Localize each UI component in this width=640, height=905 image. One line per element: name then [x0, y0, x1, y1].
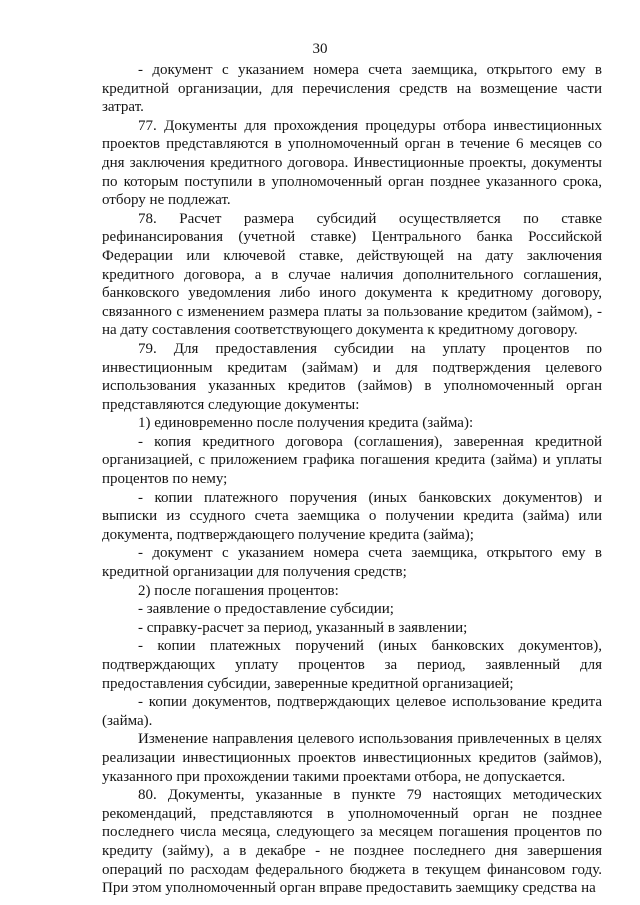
list-item: 1) единовременно после получения кредита (займа):: [138, 415, 474, 432]
list-item: - справку-расчет за период, указанный в заявлении;: [138, 619, 468, 636]
list-item: - копия кредитного договора (соглашения), заверенная кредитной организацией, с приложением графика погашения кредита (займа) и уплаты процентов по нему;: [102, 433, 602, 488]
list-item: - копии документов, подтверждающих целевое использование кредита (займа).: [102, 694, 602, 729]
document-body: [102, 61, 602, 898]
list-item: - заявление о предоставление субсидии;: [138, 601, 394, 618]
list-item: - копии платежного поручения (иных банковских документов) и выписки из ссудного счета заемщика о получении кредита (займа) или документа, подтверждающего получение кредита (займа);: [102, 489, 602, 543]
paragraph-79: 79. Для предоставления субсидии на уплату процентов по инвестиционным кредитам (займам) и для подтверждения целевого использования указанных кредитов (займов) в уполномоченный орган представляются следующие документы:: [102, 340, 602, 413]
list-item: - копии платежных поручений (иных банковских документов), подтверждающих уплату процентов за период, заявленный для предоставления субсидии, заверенные кредитной организацией;: [102, 638, 602, 692]
paragraph-80: 80. Документы, указанные в пункте 79 настоящих методических рекомендаций, представляются в уполномоченный орган не позднее последнего числа месяца, следующего за месяцем погашения процентов по кредиту (займу), а в декабре - не позднее последнего дня завершения операций по расходам федерального бюджета в текущем финансовом году. При этом уполномоченный орган вправе предоставить заемщику средства на: [102, 787, 602, 897]
list-item: 2) после погашения процентов:: [138, 582, 339, 599]
paragraph-account-document: - документ с указанием номера счета заемщика, открытого ему в кредитной организации, для перечисления средств на возмещение части затрат.: [102, 62, 602, 116]
paragraph-77: 77. Документы для прохождения процедуры отбора инвестиционных проектов представляются в уполномоченный орган в течение 6 месяцев со дня заключения кредитного договора. Инвестиционные проекты, документы по которым поступили в уполномоченный орган позднее указанного срока, отбору не подлежат.: [102, 117, 602, 209]
paragraph-purpose-change: Изменение направления целевого использования привлеченных в целях реализации инвестиционных проектов инвестиционных кредитов (займов), указанного при прохождении такими проектами отбора, не допускается.: [102, 731, 602, 785]
page-number: 30: [312, 41, 328, 57]
paragraph-78: 78. Расчет размера субсидий осуществляется по ставке рефинансирования (учетной ставке) Центрального банка Российской Федерации или ключевой ставке, действующей на дату заключения кредитного договора, а в случае наличия дополнительного соглашения, банковского уведомления либо иного документа к кредитному договору, связанного с изменением размера платы за пользование кредитом (займом), - на дату составления соответствующего документа к кредитному договору.: [102, 210, 602, 339]
list-item: - документ с указанием номера счета заемщика, открытого ему в кредитной организации для получения средств;: [102, 545, 602, 581]
